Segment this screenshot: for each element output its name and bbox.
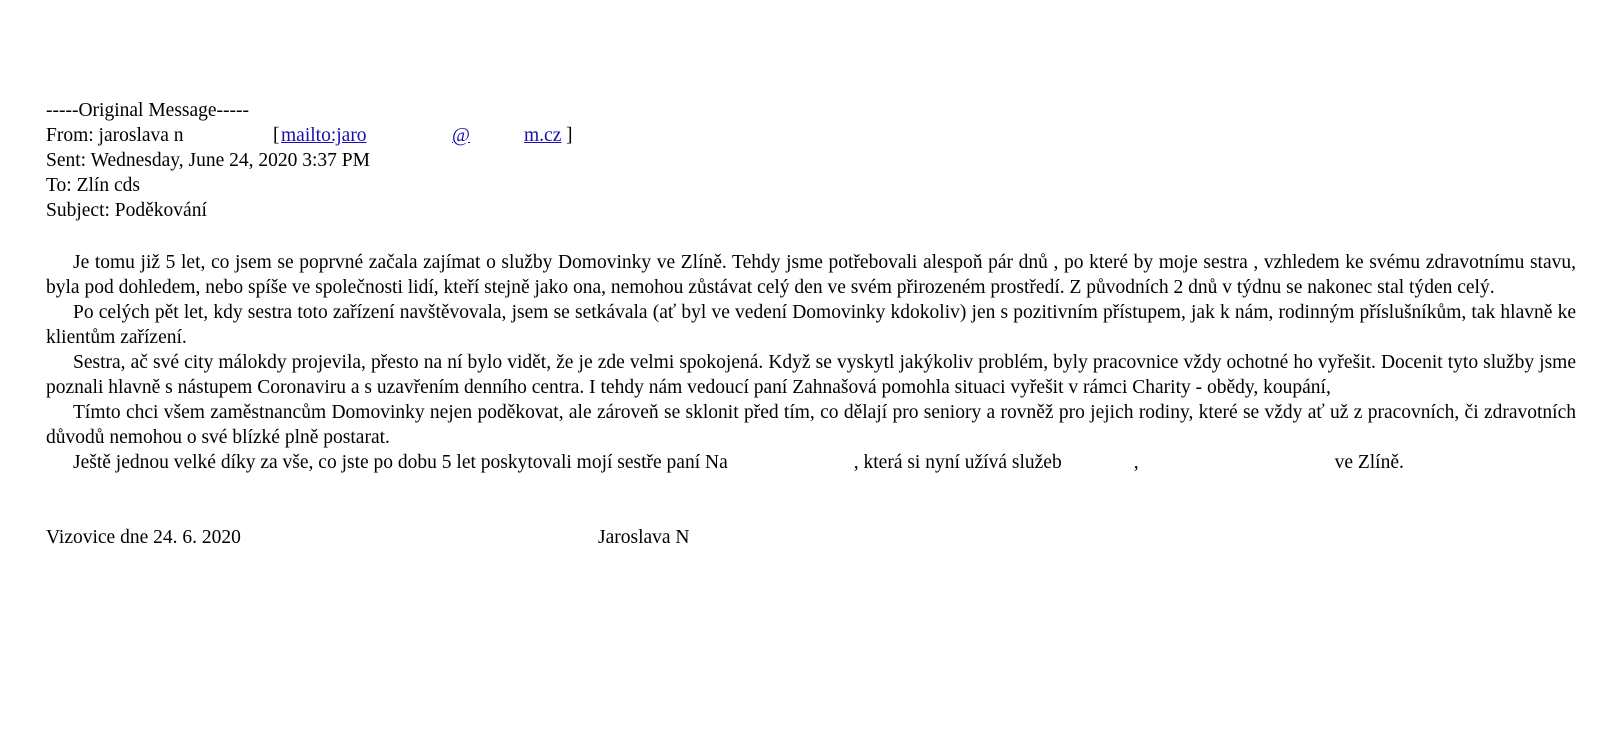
- from-label: From: jaroslava n: [46, 125, 184, 146]
- mailto-at-link[interactable]: @: [452, 125, 470, 146]
- paragraph-5: [46, 450, 1576, 475]
- paragraph-2: Po celých pět let, kdy sestra toto zařízení navštěvovala, jsem se setkávala (ať byl ve vedení Domovinky kdokoliv) jen s pozitivním přístupem, jak k nám, rodinným příslušníkům, tak hlavně ke klientům zařízení.: [46, 302, 1576, 348]
- mailto-link[interactable]: mailto:jaro: [281, 125, 367, 146]
- original-message-line: [46, 98, 1576, 123]
- subject-line: [46, 198, 1576, 223]
- paragraph-5-part-a: Ještě jednou velké díky za vše, co jste po dobu 5 let poskytovali mojí sestře paní Na: [73, 452, 728, 473]
- paragraph-5-part-b: , která si nyní užívá služeb: [853, 452, 1062, 473]
- paragraph-5-part-c: ,: [1133, 452, 1139, 473]
- mailto-domain-link[interactable]: m.cz: [524, 125, 562, 146]
- email-document: [46, 98, 1576, 550]
- from-line: [46, 123, 1576, 148]
- place-and-date: Vizovice dne 24. 6. 2020: [46, 527, 241, 548]
- to-line: [46, 173, 1576, 198]
- from-bracket-close: ]: [566, 125, 573, 146]
- from-bracket-open: [: [273, 125, 280, 146]
- message-body: [46, 250, 1576, 475]
- original-message-label: -----Original Message-----: [46, 100, 250, 121]
- signature-line: [46, 525, 1576, 550]
- signature-name: Jaroslava N: [598, 527, 690, 548]
- subject-value: Subject: Poděkování: [46, 200, 207, 221]
- paragraph-1: Je tomu již 5 let, co jsem se poprvné začala zajímat o služby Domovinky ve Zlíně. Tehdy jsme potřebovali alespoň pár dnů , po které by moje sestra , vzhledem ke svému zdravotnímu stavu, byla pod dohledem, nebo spíše ve společnosti lidí, kteří stejně jako ona, nemohou zůstávat celý den ve svém přirozeném prostředí. Z původních 2 dnů v týdnu se nakonec stal týden celý.: [46, 252, 1576, 298]
- sent-line: [46, 148, 1576, 173]
- paragraph-4: Tímto chci všem zaměstnancům Domovinky nejen poděkovat, ale zároveň se sklonit před tím, co dělají pro seniory a rovněž pro jejich rodiny, které se vždy ať už z pracovních, či zdravotních důvodů nemohou o své blízké plně postarat.: [46, 402, 1576, 448]
- paragraph-5-part-d: ve Zlíně.: [1334, 452, 1404, 473]
- to-value: To: Zlín cds: [46, 175, 140, 196]
- sent-value: Sent: Wednesday, June 24, 2020 3:37 PM: [46, 150, 370, 171]
- paragraph-3: Sestra, ač své city málokdy projevila, přesto na ní bylo vidět, že je zde velmi spokojená. Když se vyskytl jakýkoliv problém, byly pracovnice vždy ochotné ho vyřešit. Docenit tyto služby jsme poznali hlavně s nástupem Coronaviru a s uzavřením denního centra. I tehdy nám vedoucí paní Zahnašová pomohla situaci vyřešit v rámci Charity - obědy, koupání,: [46, 352, 1576, 398]
